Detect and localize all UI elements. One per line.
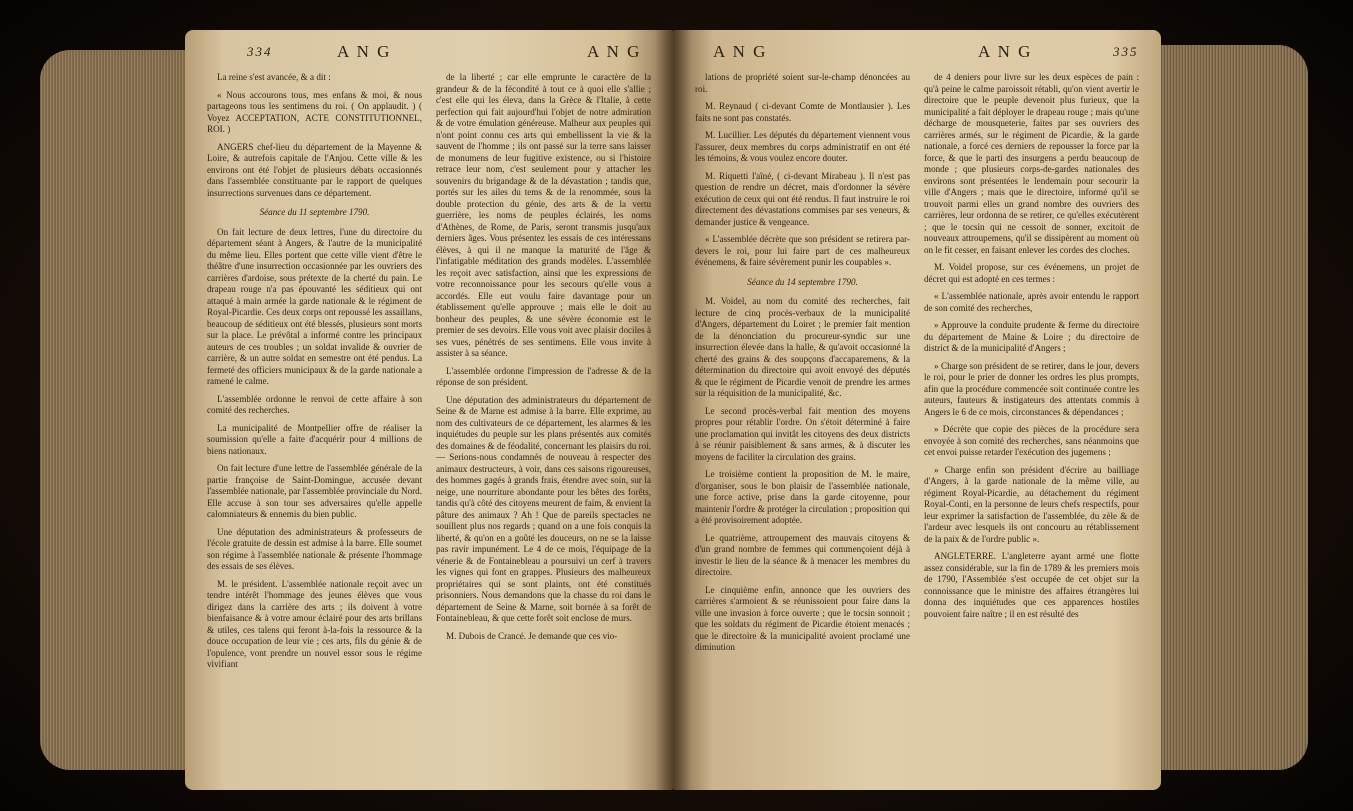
paragraph: La municipalité de Montpellier offre de réaliser la soumission qu'elle a faite d'acquérir pour 4 millions de biens nationaux.	[207, 422, 422, 456]
left-page-edges	[40, 50, 190, 770]
paragraph: M. Reynaud ( ci-devant Comte de Montlausier ). Les faits ne sont pas constatés.	[695, 101, 910, 123]
left-page-columns	[207, 72, 651, 770]
paragraph: Le second procès-verbal fait mention des moyens propres pour rétablir l'ordre. On s'étoit déterminé à faire une proclamation qui invitât les citoyens des deux districts à se réunir paisiblement & sans armes, & à discuter les moyens de faciliter la circulation des grains.	[695, 405, 910, 462]
right-running-head-2: A N G	[978, 42, 1033, 61]
paragraph: Le cinquième enfin, annonce que les ouvriers des carrières s'armoient & se réunissoient pour faire dans la ville une invasion à force ouverte ; que le tocsin sonnoit ; que les soldats du régiment de Picardie étoient menacés ; que le directoire & la municipalité avoient proclamé une diminution	[695, 584, 910, 652]
right-column-1	[695, 72, 910, 770]
right-column-2	[924, 72, 1139, 770]
paragraph: M. Riquetti l'aîné, ( ci-devant Mirabeau ). Il n'est pas question de rendre un décret, mais d'ordonner la sévère exécution de ceux qui ont été rendus. Il faut instruire le roi directement des dévastations commises par ses veneurs, & demander justice & vengeance.	[695, 170, 910, 227]
paragraph: ANGLETERRE. L'angleterre ayant armé une flotte assez considérable, sur la fin de 1789 & les premiers mois de 1790, l'Assemblée s'est occupée de cet objet sur la connoissance que le ministre des affaires étrangères lui donna des inquiétudes que ces apparences hostiles pouvoient faire naître ; il en est résulté des	[924, 551, 1139, 619]
paragraph: Séance du 14 septembre 1790.	[747, 276, 858, 287]
right-page-edges	[1158, 45, 1308, 770]
paragraph: « L'assemblée décrète que son président se retirera par-devers le roi, pour lui faire part de ces malheureux événemens, & faire sévèrement punir les coupables ».	[695, 234, 910, 267]
paragraph: On fait lecture de deux lettres, l'une du directoire du département séant à Angers, & l'autre de la municipalité du même lieu. Elles portent que cette ville vient d'être le théâtre d'une insurrection occasionnée par les ouvriers des carrières d'ardoise, sous prétexte de la cherté du pain. Le drapeau rouge n'a pas épouvanté les séditieux qui ont attaqué à main armée la garde nationale & le régiment de Royal-Picardie. Ces deux corps ont repoussé les assaillans, beaucoup de séditieux ont été blessés, plusieurs sont morts sur la place. Le prévôtal a informé contre les principaux auteurs de ces troubles ; un soldat invalide & ouvrier de carrière, & un autre soldat en semestre ont été pendus. La fermeté des officiers municipaux & de la garde nationale a ramené le calme.	[207, 226, 422, 386]
right-page	[673, 30, 1161, 790]
left-column-2	[436, 72, 651, 770]
paragraph: de la liberté ; car elle emprunte le caractère de la grandeur & de la fécondité à tout ce à quoi elle s'allie ; c'est elle qui les éleva, dans la Grèce & l'Italie, à cette perfection qui fait aujourd'hui l'objet de notre admiration & de votre émulation généreuse. Malheur aux peuples qui n'ont point connu ces arts qui embellissent la vie & la sauvent de l'homme ; ils ont passé sur la terre sans laisser de monumens de leur fugitive existence, ou si l'histoire retrace leur nom, c'est seulement pour y attacher les souvenirs du brigandage & de la dévastation ; tandis que, portés sur les ailes du tems & de la renommée, sous la double protection du génie, des arts & de la vertu guerrière, les noms de peuples éclairés, les noms d'Athènes, de Rome, de Paris, seront transmis jusqu'aux derniers âges. Vous présentez les essais de ces intéressans élèves, à qui il ne manque la maturité de l'âge & l'infatigable méditation des grands modèles. L'assemblée les reçoit avec satisfaction, ainsi que les expressions de votre reconnoissance pour les secours qu'elle vous a accordés. Elle eut voulu faire davantage pour un établissement qu'elle approuve ; mais elle le doit au bonheur des peuples, & une sévère économie est le premier de ses devoirs. Elle vous voit avec plaisir dociles à ses vues, pénétrés de ses sentimens. Elle vous invite à assister à sa séance.	[436, 72, 651, 358]
paragraph: Séance du 11 septembre 1790.	[259, 207, 370, 217]
paragraph: » Approuve la conduite prudente & ferme du directoire du département de Maine & Loire ; du directoire de district & de la municipalité d'Angers ;	[924, 320, 1139, 353]
left-page	[185, 30, 673, 790]
left-page-header	[185, 44, 673, 70]
paragraph: M. Voidel, au nom du comité des recherches, fait lecture de cinq procès-verbaux de la municipalité d'Angers, département du Loiret ; le premier fait mention de la dénonciation du procureur-syndic sur une insurrection élevée dans la halle, & qu'avoit occasionné la cherté des grains & des soupçons d'accaparemens, & la détermination du directoire qui avoit envoyé des députés & que le régiment de Picardie venoit de prendre les armes sur la réquisition de la municipalité, &c.	[695, 296, 910, 398]
paragraph: de 4 deniers pour livre sur les deux espèces de pain : qu'à peine le calme paroissoit rétabli, qu'on vient avertir le directoire que le peuple devenoit plus furieux, que la municipalité a fait déployer le drapeau rouge ; mais qu'une décharge de mousqueterie, faites par ses ouvriers des carrières armés, sur le régiment de Picardie, & la garde nationale, a forcé ces derniers de repousser la force par la force, & que le parti des insurgens a perdu beaucoup de monde ; que plusieurs corps-de-gardes nationales des environs sont présentées le lendemain pour secourir la ville d'Angers ; mais que le directoire, informé qu'il se trouvoit parmi elles un grand nombre des ouvriers des carrières, leur ordonna de se retirer, ce qu'elles exécutèrent ; que le tocsin qui ne cessoit de sonner, excitoit de nouveaux attroupemens, qu'il se dissipèrent au moment où on le fit cesser, en faisant enlever les cordes des cloches.	[924, 72, 1139, 255]
paragraph: M. Dubois de Crancé. Je demande que ces vio-	[446, 630, 618, 641]
paragraph: « Nous accourons tous, mes enfans & moi, & nous partageons tous les sentimens du roi. ( On applaudit. ) ( Voyez ACCEPTATION, ACTE CONSTITUTIONNEL, ROI. )	[207, 89, 422, 134]
paragraph: » Charge son président de se retirer, dans le jour, devers le roi, pour le prier de donner les ordres les plus prompts, afin que la procédure commencée soit continuée contre les auteurs, fauteurs & instigateurs des attentats commis à Angers le 6 de ce mois, circonstances & dépendances ;	[924, 360, 1139, 417]
paragraph: lations de propriété soient sur-le-champ dénoncées au roi.	[695, 72, 910, 94]
paragraph: L'assemblée ordonne l'impression de l'adresse & de la réponse de son président.	[436, 365, 651, 387]
paragraph: Le troisième contient la proposition de M. le maire, d'organiser, sous le bon plaisir de l'assemblée nationale, une force active, prise dans la garde citoyenne, pour maintenir l'ordre & protéger la circulation ; proposition qui a été provisoirement adoptée.	[695, 469, 910, 525]
paragraph: « L'assemblée nationale, après avoir entendu le rapport de son comité des recherches,	[924, 291, 1139, 313]
paragraph: M. le président. L'assemblée nationale reçoit avec un tendre intérêt l'hommage des jeunes élèves que vous dirigez dans la carrière des arts ; ils doivent à votre bienfaisance & à votre amour éclairé pour des arts brillans & utiles, ces talens qui feront à-la-fois la ressource & la douce occupation de leur vie ; ces arts, fils du génie & de l'opulence, vont prendre un nouvel essor sous le régime vivifiant	[207, 578, 422, 669]
left-page-number: 334	[247, 44, 273, 59]
paragraph: Le quatrième, attroupement des mauvais citoyens & d'un grand nombre de femmes qui commençoient déjà à investir le lieu de la séance & à menacer les membres du directoire.	[695, 532, 910, 577]
left-column-1	[207, 72, 422, 770]
paragraph: M. Voidel propose, sur ces événemens, un projet de décret qui est adopté en ces termes :	[924, 262, 1139, 284]
right-page-number: 335	[1113, 44, 1139, 59]
left-running-head: A N G	[337, 42, 392, 61]
right-running-head: A N G	[713, 42, 768, 61]
paragraph: La reine s'est avancée, & a dit :	[217, 72, 331, 82]
paragraph: Une députation des administrateurs du département de Seine & de Marne est admise à la barre. Elle exprime, au nom des cultivateurs de ce département, les alarmes & les inquiétudes du peuple sur les plans présentés aux comités des domaines & de féodalité, concernant les plaisirs du roi. — Serions-nous condamnés de nouveau à respecter des animaux destructeurs, à voir, dans ces saisons rigoureuses, des hommes gagés à grands frais, étendre avec soin, sur la neige, une nourriture abondante pour les bêtes des forêts, tandis qu'à côté des citoyens meurent de faim, & envient la pâture des animaux ? Ah ! Que de pareils spectacles ne souillent plus nos regards ; quand on a une fois conquis la liberté, & qu'on en a goûté les douceurs, on ne se la laisse pas ravir impunément. Le 4 de ce mois, l'équipage de la vénerie & de Fontainebleau a poursuivi un cerf à travers les vignes qui font en grappes. Plusieurs des malheureux propriétaires qui se sont plaints, ont été constitués prisonniers. Nous demandons que la chasse du roi dans le département de Seine & Marne, soit bornée à sa forêt de Fontainebleau, & que cette forêt soit enclose de murs.	[436, 394, 651, 623]
paragraph: L'assemblée ordonne le renvoi de cette affaire à son comité des recherches.	[207, 393, 422, 415]
paragraph: M. Lucillier. Les députés du département viennent vous l'assurer, deux membres du corps administratif en ont été les témoins, & vous voulez encore douter.	[695, 130, 910, 163]
book-gutter	[655, 30, 691, 790]
paragraph: » Charge enfin son président d'écrire au bailliage d'Angers, à la garde nationale de la même ville, au régiment Royal-Picardie, au détachement du régiment Royal-Conti, en la personne de leurs chefs respectifs, pour leur exprimer la satisfaction de l'assemblée, du zèle & de l'ardeur avec lesquels ils ont concouru au rétablissement de la paix & de l'ordre public ».	[924, 464, 1139, 544]
paragraph: Une députation des administrateurs & professeurs de l'école gratuite de dessin est admise à la barre. Elle soumet son régime à l'assemblée nationale & présente l'hommage des essais de ses élèves.	[207, 526, 422, 571]
paragraph: ANGERS chef-lieu du département de la Mayenne & Loire, & autrefois capitale de l'Anjou. Cette ville & les environs ont été l'objet de plusieurs débats occasionnés dans l'assemblée constituante par le rapport de quelques insurrections survenues dans ce département.	[207, 141, 422, 198]
right-page-columns	[695, 72, 1139, 770]
paragraph: On fait lecture d'une lettre de l'assemblée générale de la partie françoise de Saint-Domingue, accusée devant l'assemblée nationale, par l'assemblée provinciale du Nord. Elle accuse à son tour ses adversaires qu'elle appelle calomniateurs & ennemis du bien public.	[207, 463, 422, 519]
right-page-header	[673, 44, 1161, 70]
left-running-head-2: A N G	[587, 42, 642, 61]
paragraph: » Décrète que copie des pièces de la procédure sera envoyée à son comité des recherches, sans néanmoins que cet envoi puisse retarder l'exécution des jugemens ;	[924, 424, 1139, 457]
